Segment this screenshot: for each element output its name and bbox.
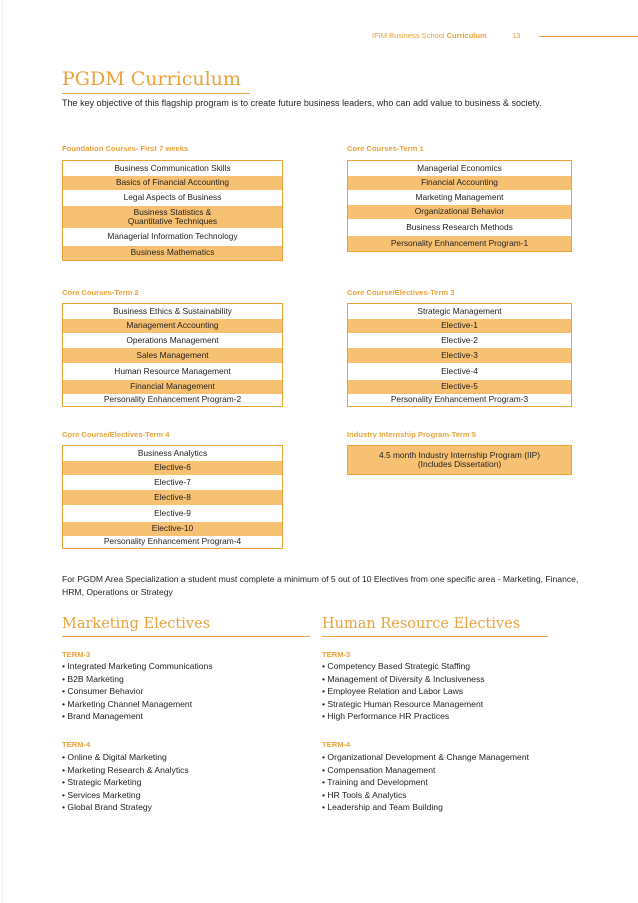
- course-row: [63, 348, 282, 363]
- course-name: 4.5 month Industry Internship Program (IIP) (Includes Dissertation): [378, 449, 541, 469]
- course-name: Elective-1: [441, 320, 478, 331]
- course-row: [348, 161, 571, 176]
- elective-item: • Brand Management: [62, 710, 213, 723]
- course-name: Business Analytics: [137, 447, 208, 458]
- term3-table: [347, 303, 572, 407]
- course-row: [63, 461, 282, 475]
- course-row: [63, 363, 282, 380]
- course-name: Elective-6: [154, 462, 191, 473]
- course-row: [348, 219, 571, 236]
- header-title: [372, 31, 487, 40]
- course-name: Business Ethics & Sustainability: [113, 305, 232, 316]
- course-name: Sales Management: [136, 349, 209, 360]
- course-row: [348, 363, 571, 380]
- course-row: [63, 304, 282, 319]
- course-name: Elective-3: [441, 349, 478, 360]
- term1-title: Core Courses-Term 1: [347, 144, 424, 153]
- course-row: [63, 490, 282, 505]
- elective-item: • Marketing Research & Analytics: [62, 764, 189, 777]
- elective-item: • Training and Development: [322, 776, 529, 789]
- course-row: [63, 522, 282, 536]
- course-name: Human Resource Management: [114, 365, 231, 376]
- hr-term4-label: TERM-4: [322, 740, 351, 749]
- course-row: [348, 176, 571, 190]
- elective-item: • High Performance HR Practices: [322, 710, 485, 723]
- course-row: [63, 446, 282, 461]
- elective-item: • Employee Relation and Labor Laws: [322, 685, 485, 698]
- title-underline: [62, 93, 250, 94]
- elective-item: • Organizational Development & Change Management: [322, 751, 529, 764]
- marketing-term3-list: [62, 660, 213, 723]
- hr-term3-list: [322, 660, 485, 723]
- page-header: [0, 31, 638, 45]
- term5-title: Industry Internship Program-Term 5: [347, 430, 476, 439]
- course-name: Business Mathematics: [130, 247, 215, 258]
- course-row: [348, 205, 571, 219]
- elective-item: • Global Brand Strategy: [62, 801, 189, 814]
- course-name: Managerial Economics: [417, 162, 502, 173]
- elective-item: • Consumer Behavior: [62, 685, 213, 698]
- elective-item: • HR Tools & Analytics: [322, 789, 529, 802]
- course-name: Elective-10: [151, 523, 194, 534]
- course-row: [63, 161, 282, 176]
- page-number: 13: [512, 31, 521, 40]
- marketing-title-underline: [62, 636, 310, 637]
- course-row: [63, 206, 282, 228]
- course-name: Organizational Behavior: [414, 206, 505, 217]
- term2-title: Core Courses-Term 2: [62, 288, 139, 297]
- elective-item: • Strategic Human Resource Management: [322, 698, 485, 711]
- course-row: [63, 394, 282, 406]
- course-name: Elective-2: [441, 334, 478, 345]
- elective-item: • Management of Diversity & Inclusiveness: [322, 673, 485, 686]
- hr-term4-list: [322, 751, 529, 814]
- course-name: Business Research Methods: [406, 221, 513, 232]
- page-title: PGDM Curriculum: [62, 68, 241, 90]
- course-name: Elective-9: [154, 507, 191, 518]
- course-row: [63, 246, 282, 260]
- hr-electives-title: Human Resource Electives: [322, 616, 521, 632]
- hr-title-underline: [322, 636, 548, 637]
- course-name: Financial Accounting: [421, 177, 498, 188]
- course-name: Personality Enhancement Program-4: [103, 536, 242, 547]
- course-row: [348, 380, 571, 394]
- course-name: Personality Enhancement Program-3: [390, 394, 529, 405]
- marketing-electives-title: Marketing Electives: [62, 616, 211, 632]
- course-row: [63, 176, 282, 190]
- elective-item: • Competency Based Strategic Staffing: [322, 660, 485, 673]
- course-row: [348, 304, 571, 319]
- course-name: Elective-7: [154, 476, 191, 487]
- elective-item: • Marketing Channel Management: [62, 698, 213, 711]
- foundation-title: Foundation Courses- First 7 weeks: [62, 144, 189, 153]
- course-name: Personality Enhancement Program-1: [390, 237, 529, 248]
- course-name: Basics of Financial Accounting: [115, 177, 230, 188]
- course-row: [63, 505, 282, 522]
- course-row: [63, 190, 282, 206]
- course-row: [348, 319, 571, 333]
- term4-table: [62, 445, 283, 549]
- elective-item: • Online & Digital Marketing: [62, 751, 189, 764]
- course-name: Elective-4: [441, 365, 478, 376]
- header-section: Curriculum: [446, 31, 487, 40]
- header-rule: [539, 36, 638, 37]
- course-row: [348, 394, 571, 406]
- course-row: [348, 333, 571, 348]
- elective-item: • Leadership and Team Building: [322, 801, 529, 814]
- foundation-table: [62, 160, 283, 261]
- course-row: [63, 536, 282, 548]
- course-name: Strategic Management: [417, 305, 502, 316]
- course-name: Managerial Information Technology: [107, 231, 238, 242]
- course-row: [63, 380, 282, 394]
- term5-table: [347, 445, 572, 475]
- course-name: Elective-8: [154, 491, 191, 502]
- term2-table: [62, 303, 283, 407]
- elective-item: • Compensation Management: [322, 764, 529, 777]
- marketing-term4-label: TERM-4: [62, 740, 91, 749]
- course-row: [348, 446, 571, 474]
- course-row: [63, 319, 282, 333]
- course-name: Business Statistics & Quantitative Techniques: [127, 206, 218, 226]
- course-row: [348, 236, 571, 251]
- course-row: [63, 333, 282, 348]
- course-row: [63, 228, 282, 246]
- course-name: Marketing Management: [415, 191, 504, 202]
- course-name: Business Communication Skills: [114, 162, 231, 173]
- course-name: Management Accounting: [126, 320, 219, 331]
- marketing-term3-label: TERM-3: [62, 650, 91, 659]
- term4-title: Core Course/Electives-Term 4: [62, 430, 170, 439]
- specialization-note: For PGDM Area Specialization a student must complete a minimum of 5 out of 10 Electives from one specific area - Marketing, Finance, HRM, Operations or Strategy: [62, 574, 579, 597]
- elective-item: • Strategic Marketing: [62, 776, 189, 789]
- header-school: IFIM Business School: [372, 31, 445, 40]
- elective-item: • B2B Marketing: [62, 673, 213, 686]
- course-row: [63, 475, 282, 490]
- course-row: [348, 348, 571, 363]
- term1-table: [347, 160, 572, 252]
- elective-item: • Services Marketing: [62, 789, 189, 802]
- course-name: Legal Aspects of Business: [123, 192, 222, 203]
- term3-title: Core Course/Electives-Term 3: [347, 288, 455, 297]
- course-name: Personality Enhancement Program-2: [103, 394, 242, 405]
- elective-item: • Integrated Marketing Communications: [62, 660, 213, 673]
- objective-text: The key objective of this flagship program is to create future business leaders, who can add value to business & society.: [62, 98, 542, 108]
- course-name: Operations Management: [126, 334, 219, 345]
- course-name: Financial Management: [130, 381, 215, 392]
- course-name: Elective-5: [441, 381, 478, 392]
- marketing-term4-list: [62, 751, 189, 814]
- hr-term3-label: TERM-3: [322, 650, 351, 659]
- page-edge-line: [2, 0, 3, 903]
- course-row: [348, 190, 571, 205]
